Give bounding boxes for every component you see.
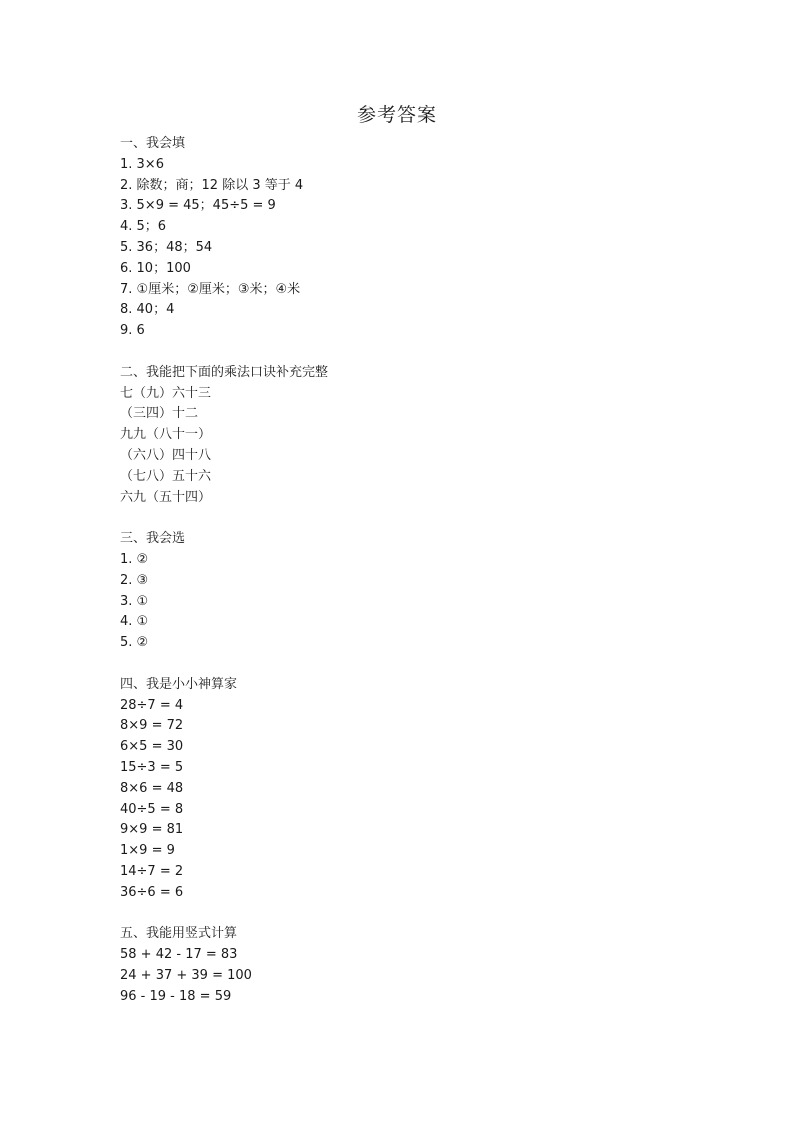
section-multiplication-rhymes — [120, 363, 680, 509]
answer-line: 6. 10；100 — [120, 260, 191, 276]
answer-line: 3. ① — [120, 593, 149, 609]
answer-line: 1. ② — [120, 551, 149, 567]
page-title: 参考答案 — [356, 104, 437, 126]
answer-line: 7. ①厘米；②厘米；③米；④米 — [120, 281, 301, 297]
answer-line: （六八）四十八 — [120, 447, 212, 463]
answer-line: 58 + 42 - 17 = 83 — [120, 947, 238, 963]
answer-line: 40÷5 = 8 — [120, 801, 184, 817]
answer-line: 七（九）六十三 — [120, 385, 212, 401]
section-heading: 四、我是小小神算家 — [120, 676, 238, 692]
answer-line: 1×9 = 9 — [120, 843, 175, 859]
section-multiple-choice — [120, 529, 680, 654]
answer-line: 36÷6 = 6 — [120, 884, 184, 900]
answer-line: 5. 36；48；54 — [120, 239, 213, 255]
answer-line: 6×5 = 30 — [120, 739, 184, 755]
answer-line: 六九（五十四） — [120, 489, 212, 505]
answer-line: 4. 5；6 — [120, 219, 167, 235]
section-vertical-calculation — [120, 924, 680, 1007]
answer-line: 9×9 = 81 — [120, 822, 184, 838]
section-heading: 五、我能用竖式计算 — [120, 926, 238, 942]
answer-line: 1. 3×6 — [120, 156, 164, 172]
answer-line: 15÷3 = 5 — [120, 759, 184, 775]
section-heading: 三、我会选 — [120, 531, 186, 547]
section-heading: 一、我会填 — [120, 136, 186, 151]
answer-content — [120, 134, 680, 1028]
answer-line: 8×6 = 48 — [120, 780, 184, 796]
answer-line: 4. ① — [120, 614, 149, 630]
answer-line: 24 + 37 + 39 = 100 — [120, 967, 252, 983]
answer-line: 8. 40；4 — [120, 302, 175, 318]
answer-line: 2. ③ — [120, 572, 149, 588]
section-heading: 二、我能把下面的乘法口诀补充完整 — [120, 364, 329, 380]
answer-line: 九九（八十一） — [120, 427, 212, 443]
answer-line: （三四）十二 — [120, 406, 199, 422]
answer-line: 2. 除数；商；12 除以 3 等于 4 — [120, 177, 304, 193]
answer-line: 96 - 19 - 18 = 59 — [120, 988, 232, 1004]
answer-line: 3. 5×9 = 45；45÷5 = 9 — [120, 198, 276, 214]
section-mental-math — [120, 675, 680, 904]
answer-line: 8×9 = 72 — [120, 718, 184, 734]
answer-line: （七八）五十六 — [120, 468, 212, 484]
answer-line: 9. 6 — [120, 323, 145, 339]
answer-line: 5. ② — [120, 635, 149, 651]
section-fill-in — [120, 134, 680, 342]
answer-line: 28÷7 = 4 — [120, 697, 184, 713]
answer-line: 14÷7 = 2 — [120, 863, 184, 879]
